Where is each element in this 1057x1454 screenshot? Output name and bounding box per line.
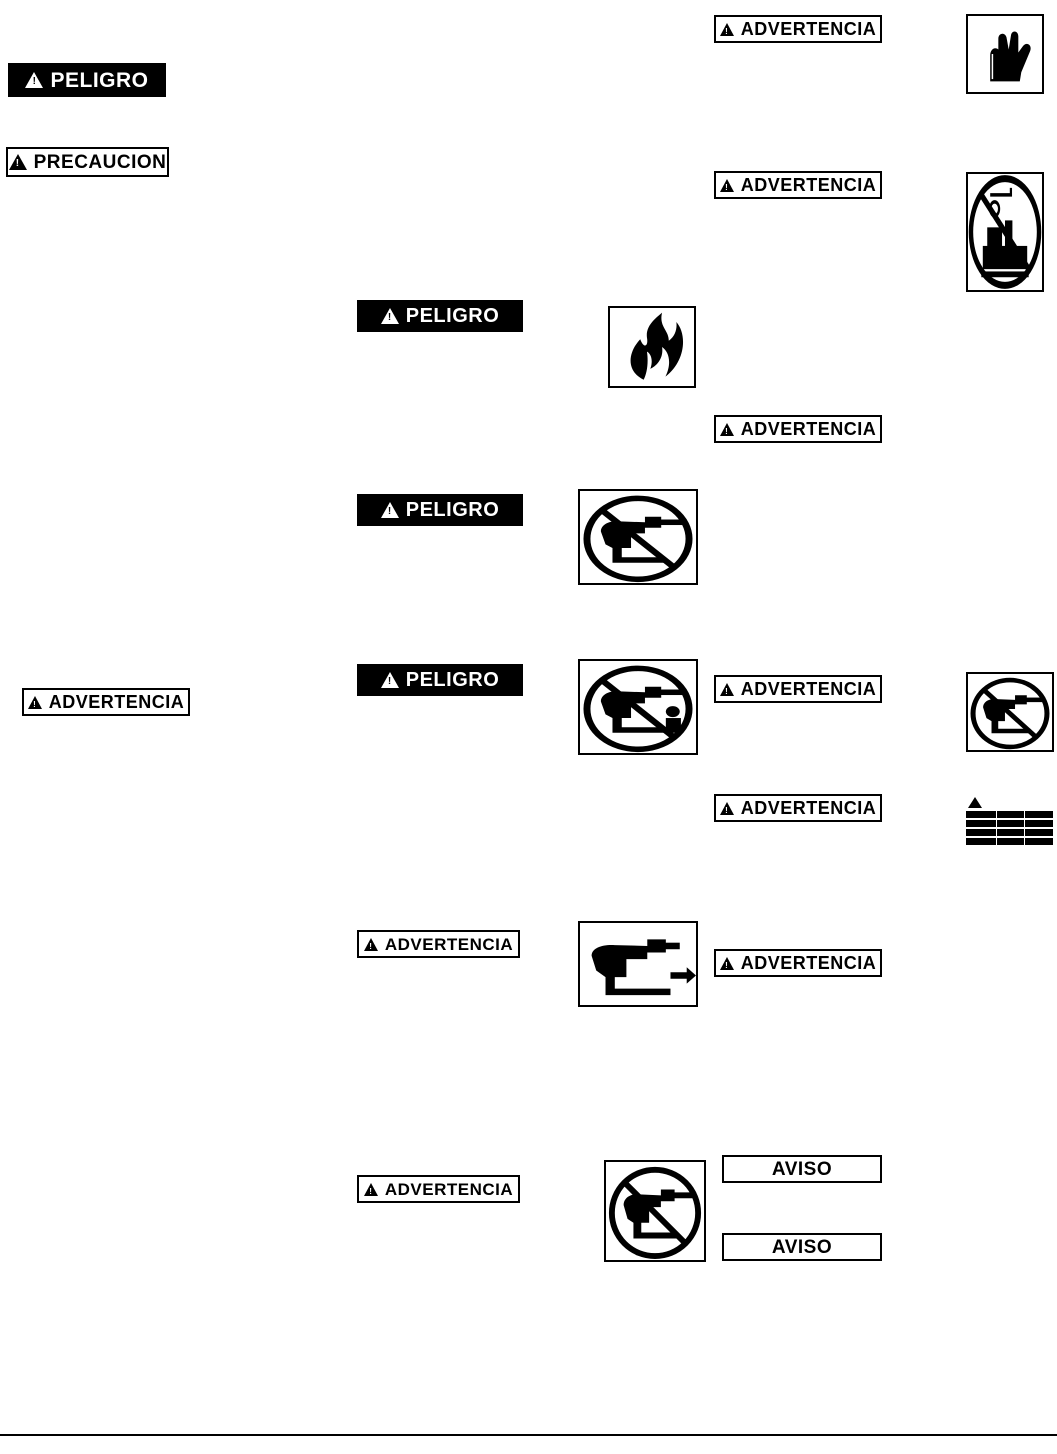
table-cell	[997, 829, 1025, 836]
table-cell	[997, 820, 1025, 827]
table-cell	[1025, 820, 1053, 827]
safety-banner-label: ADVERTENCIA	[740, 798, 877, 818]
table-cell	[966, 829, 996, 836]
safety-banner-peligro-2	[357, 300, 523, 332]
safety-banner-aviso-2	[722, 1233, 882, 1261]
warning-triangle-icon: !	[364, 1183, 378, 1196]
no-air-compressor-icon	[966, 172, 1044, 292]
no-nailer-icon	[966, 672, 1054, 752]
table-cell	[966, 811, 996, 818]
table-cell	[997, 838, 1025, 845]
safety-banner-advertencia-4	[22, 688, 190, 716]
warning-triangle-icon: !	[381, 502, 399, 518]
safety-banner-advertencia-8	[714, 949, 882, 977]
safety-banner-advertencia-5	[714, 675, 882, 703]
warning-triangle-icon: !	[720, 957, 734, 970]
warning-triangle-icon: !	[720, 179, 734, 192]
safety-banner-label: PRECAUCION	[33, 151, 167, 173]
gloved-hand-icon	[966, 14, 1044, 94]
table-cell	[1025, 838, 1053, 845]
table-cell	[966, 838, 996, 845]
warning-triangle-icon: !	[720, 802, 734, 815]
safety-banner-label: PELIGRO	[405, 499, 500, 521]
table-row	[966, 820, 1054, 829]
safety-banner-peligro-3	[357, 494, 523, 526]
safety-banner-label: AVISO	[771, 1236, 833, 1258]
flame-icon	[608, 306, 696, 388]
warning-triangle-icon: !	[381, 308, 399, 324]
warning-triangle-icon: !	[381, 672, 399, 688]
safety-banner-advertencia-top	[714, 15, 882, 43]
safety-banner-label: ADVERTENCIA	[384, 1179, 514, 1199]
warning-triangle-icon: !	[720, 423, 734, 436]
safety-banner-label: PELIGRO	[50, 68, 149, 92]
no-nailer-icon	[578, 489, 698, 585]
safety-banner-peligro-1	[8, 63, 166, 97]
warning-triangle-icon	[968, 797, 982, 808]
safety-banner-label: AVISO	[771, 1158, 833, 1180]
table-cell	[997, 811, 1025, 818]
no-nailer-at-person-icon	[578, 659, 698, 755]
warning-triangle-icon: !	[720, 23, 734, 36]
safety-banner-label: ADVERTENCIA	[740, 419, 877, 439]
safety-banner-label: PELIGRO	[405, 305, 500, 327]
table-row	[966, 811, 1054, 820]
table-cell	[1025, 829, 1053, 836]
warning-triangle-icon: !	[364, 938, 378, 951]
safety-banner-label: ADVERTENCIA	[740, 953, 877, 973]
safety-banner-label: ADVERTENCIA	[740, 679, 877, 699]
nailer-firing-icon	[578, 921, 698, 1007]
warning-triangle-icon: !	[720, 683, 734, 696]
safety-banner-label: ADVERTENCIA	[384, 934, 514, 954]
safety-banner-advertencia-6	[714, 794, 882, 822]
table-cell	[1025, 811, 1053, 818]
safety-banner-advertencia-2	[714, 171, 882, 199]
table-row	[966, 838, 1054, 847]
no-nailer-icon	[604, 1160, 706, 1262]
safety-banner-label: ADVERTENCIA	[740, 19, 877, 39]
warning-triangle-icon: !	[9, 154, 27, 170]
safety-banner-precaucion-1	[6, 147, 169, 177]
table-cell	[966, 820, 996, 827]
safety-banner-advertencia-3	[714, 415, 882, 443]
safety-banner-peligro-4	[357, 664, 523, 696]
safety-banner-aviso-1	[722, 1155, 882, 1183]
safety-banner-label: ADVERTENCIA	[48, 692, 185, 712]
safety-banner-label: PELIGRO	[405, 669, 500, 691]
page-bottom-rule	[0, 1434, 1057, 1436]
table-row	[966, 829, 1054, 838]
warning-table-icon	[966, 795, 1054, 857]
warning-triangle-icon: !	[28, 696, 42, 709]
warning-triangle-icon: !	[25, 72, 43, 88]
safety-banner-advertencia-9	[357, 1175, 520, 1203]
safety-banner-advertencia-7	[357, 930, 520, 958]
safety-banner-label: ADVERTENCIA	[740, 175, 877, 195]
